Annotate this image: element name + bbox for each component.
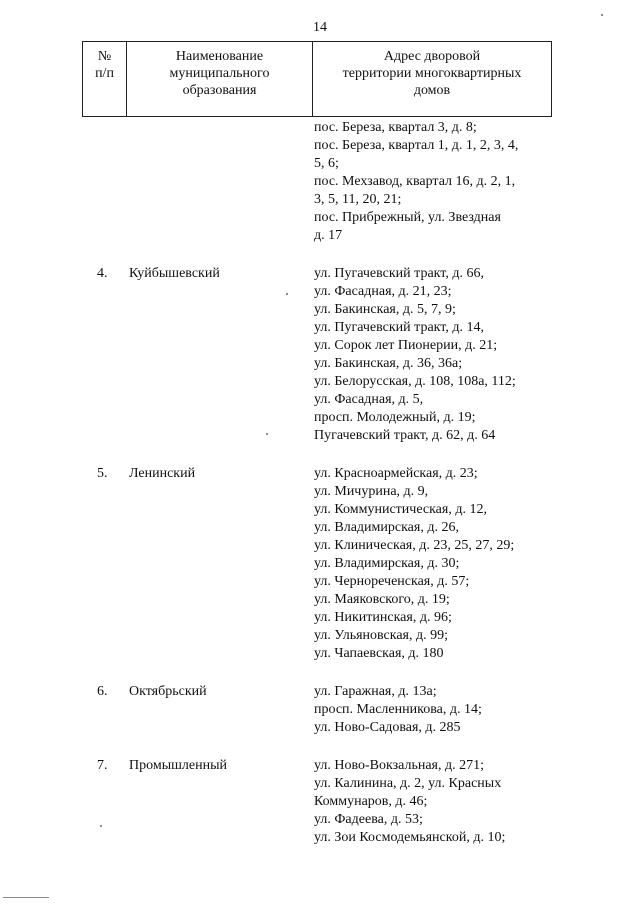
header-text: домов xyxy=(413,83,451,98)
table-row xyxy=(0,245,640,445)
address-line: ул. Фасадная, д. 21, 23; xyxy=(314,284,452,299)
header-text: муниципального xyxy=(169,66,270,81)
address-line: просп. Молодежный, д. 19; xyxy=(314,410,476,425)
scan-speck xyxy=(100,825,102,827)
row-number: 6. xyxy=(97,684,108,699)
row-municipality: Промышленный xyxy=(129,758,227,773)
row-number: 5. xyxy=(97,466,108,481)
header-text: Адрес дворовой xyxy=(383,49,481,64)
header-text: Наименование xyxy=(175,49,264,64)
address-line: Коммунаров, д. 46; xyxy=(314,794,428,809)
table-row xyxy=(0,445,640,663)
header-address-column xyxy=(313,42,551,116)
row-number: 4. xyxy=(97,266,108,281)
table-body xyxy=(0,117,640,847)
address-line: ул. Ульяновская, д. 99; xyxy=(314,628,449,643)
address-line: ул. Белорусская, д. 108, 108а, 112; xyxy=(314,374,516,389)
row-addresses xyxy=(314,119,554,245)
address-line: ул. Владимирская, д. 26, xyxy=(314,520,459,535)
table-row xyxy=(0,737,640,847)
table-header xyxy=(82,41,552,117)
header-text: № xyxy=(97,49,112,64)
address-line: ул. Клиническая, д. 23, 25, 27, 29; xyxy=(314,538,515,553)
address-line: ул. Бакинская, д. 5, 7, 9; xyxy=(314,302,456,317)
table-row xyxy=(0,663,640,737)
address-line: ул. Мичурина, д. 9, xyxy=(314,484,429,499)
address-line: ул. Фасадная, д. 5, xyxy=(314,392,424,407)
address-line: ул. Никитинская, д. 96; xyxy=(314,610,452,625)
address-line: ул. Пугачевский тракт, д. 14, xyxy=(314,320,484,335)
address-line: просп. Масленникова, д. 14; xyxy=(314,702,482,717)
address-line: ул. Красноармейская, д. 23; xyxy=(314,466,478,481)
address-line: ул. Коммунистическая, д. 12, xyxy=(314,502,487,517)
header-text: образования xyxy=(182,83,257,98)
page-number: 14 xyxy=(313,20,327,35)
row-municipality: Куйбышевский xyxy=(129,266,220,281)
row-municipality: Октябрьский xyxy=(129,684,207,699)
address-line: пос. Прибрежный, ул. Звездная xyxy=(314,210,501,225)
address-line: ул. Владимирская, д. 30; xyxy=(314,556,460,571)
address-line: ул. Ново-Садовая, д. 285 xyxy=(314,720,461,735)
address-line: Пугачевский тракт, д. 62, д. 64 xyxy=(314,428,496,443)
margin-line xyxy=(3,897,49,898)
header-municipality-column xyxy=(127,42,313,116)
header-text: п/п xyxy=(95,66,114,81)
row-addresses xyxy=(314,757,554,847)
address-line: 5, 6; xyxy=(314,156,339,171)
table-row xyxy=(0,117,640,245)
address-line: пос. Береза, квартал 3, д. 8; xyxy=(314,120,477,135)
header-number-column xyxy=(83,42,127,116)
address-line: ул. Бакинская, д. 36, 36а; xyxy=(314,356,463,371)
address-line: ул. Ново-Вокзальная, д. 271; xyxy=(314,758,485,773)
address-line: ул. Чапаевская, д. 180 xyxy=(314,646,444,661)
address-line: ул. Зои Космодемьянской, д. 10; xyxy=(314,830,506,845)
address-line: ул. Фадеева, д. 53; xyxy=(314,812,423,827)
address-line: пос. Береза, квартал 1, д. 1, 2, 3, 4, xyxy=(314,138,519,153)
address-line: д. 17 xyxy=(314,228,343,243)
scan-speck xyxy=(286,293,288,295)
row-number: 7. xyxy=(97,758,108,773)
address-line: ул. Сорок лет Пионерии, д. 21; xyxy=(314,338,498,353)
address-line: ул. Пугачевский тракт, д. 66, xyxy=(314,266,484,281)
header-text: территории многоквартирных xyxy=(342,66,522,81)
address-line: ул. Калинина, д. 2, ул. Красных xyxy=(314,776,502,791)
address-line: пос. Мехзавод, квартал 16, д. 2, 1, xyxy=(314,174,516,189)
row-addresses xyxy=(314,683,554,737)
address-line: ул. Гаражная, д. 13а; xyxy=(314,684,437,699)
address-line: ул. Маяковского, д. 19; xyxy=(314,592,450,607)
scan-speck xyxy=(266,433,268,435)
address-line: ул. Чернореченская, д. 57; xyxy=(314,574,470,589)
row-addresses xyxy=(314,465,554,663)
address-line: 3, 5, 11, 20, 21; xyxy=(314,192,402,207)
row-addresses xyxy=(314,265,554,445)
row-municipality: Ленинский xyxy=(129,466,196,481)
scan-speck xyxy=(601,14,603,16)
